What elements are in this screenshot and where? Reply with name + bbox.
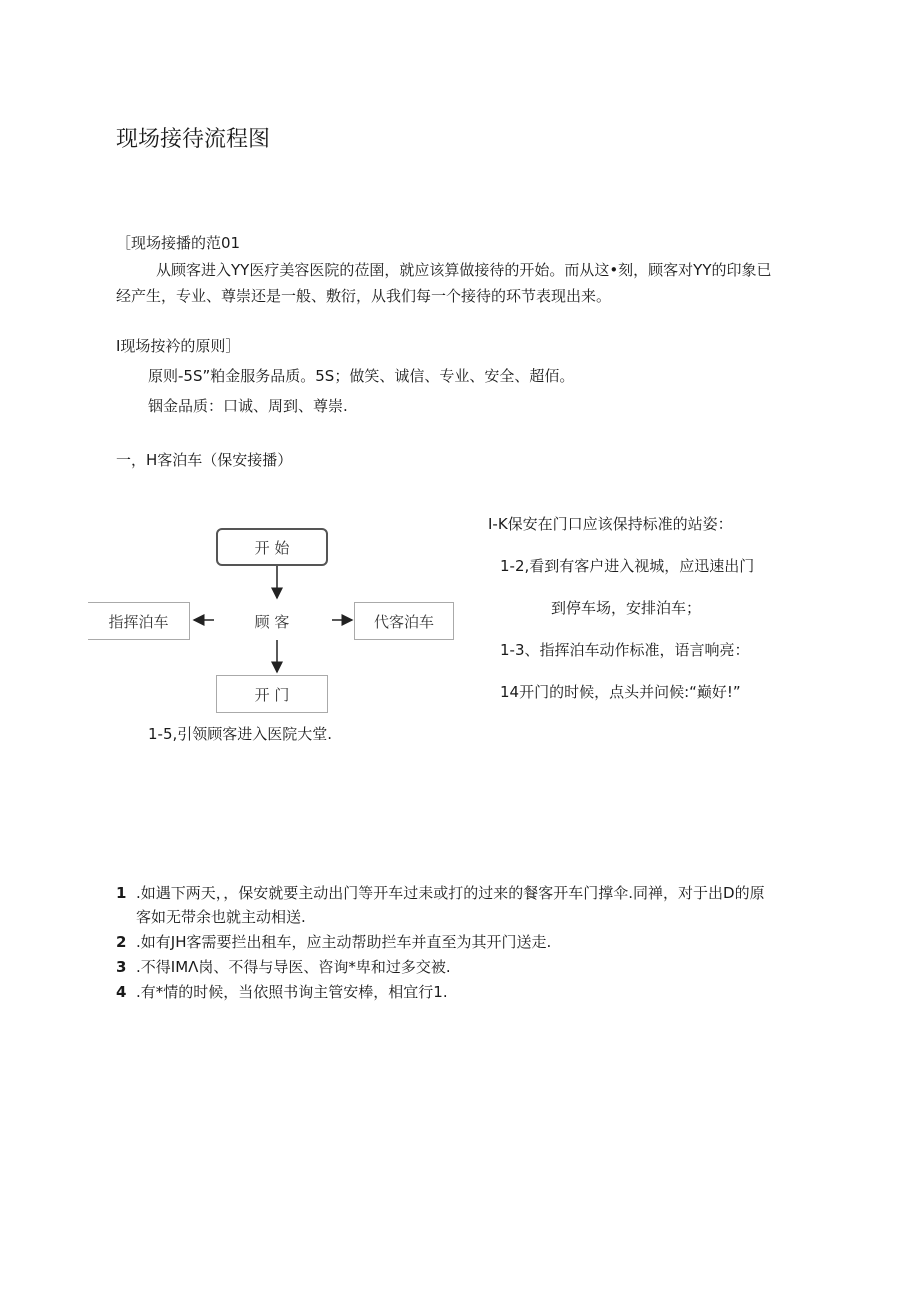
flowchart-bottom-node: 开 门 bbox=[216, 675, 328, 713]
note-number: 4 bbox=[116, 983, 127, 1001]
principle-heading: I现场按衿的原则］ bbox=[116, 337, 241, 355]
step-1-1: I-K保安在门口应该保持标准的站姿： bbox=[488, 515, 733, 533]
step-1-4: 14开门的时候，点头并问候:“巅好!” bbox=[500, 683, 741, 701]
parking-flowchart bbox=[88, 522, 458, 717]
note-3 bbox=[116, 957, 451, 977]
note-number: 2 bbox=[116, 933, 127, 951]
section1-heading: 一，H客泊车（保安接播） bbox=[116, 451, 293, 469]
note-text: .如遇下两天，，保安就要主动出门等开车过耒或打的过来的餐客开车门撑伞.同禅，对于出D的原 bbox=[136, 884, 765, 902]
step-1-3: 1-3、指挥泊车动作标准，语言响亮： bbox=[500, 641, 750, 659]
page-title: 现场接待流程图 bbox=[116, 127, 271, 152]
note-text: .如有JH客需要拦出租车，应主动帮助拦车并直至为其开门送走. bbox=[136, 933, 552, 951]
note-text: .不得IMΛ岗、不得与导医、咨询*卑和过多交被. bbox=[136, 958, 451, 976]
flowchart-left-node: 指挥泊车 bbox=[88, 602, 190, 640]
step-1-2a: 1-2,看到有客户进入视城，应迅速出门 bbox=[500, 557, 755, 575]
step-1-5: 1-5,引领顾客进入医院大堂. bbox=[148, 725, 333, 743]
note-1 bbox=[116, 883, 765, 903]
principle-line1: 原则-5S”粕金服务品质。5S；做笑、诚信、专业、安全、超佰。 bbox=[148, 367, 575, 385]
flowchart-right-node: 代客泊车 bbox=[354, 602, 454, 640]
note-number: 3 bbox=[116, 958, 127, 976]
note-4 bbox=[116, 982, 448, 1002]
note-text: .有*情的时候，当依照书询主管安棒，相宜行1. bbox=[136, 983, 448, 1001]
flowchart-customer-node: 顾 客 bbox=[254, 612, 290, 631]
note-2 bbox=[116, 932, 551, 952]
note-number: 1 bbox=[116, 884, 127, 902]
scope-text-line2: 经产生，专业、尊崇还是一般、敷衍，从我们每一个接待的环节表现出来。 bbox=[116, 287, 612, 305]
scope-text-line1: 从顾客进入YY医疗美容医院的莅圉，就应该算做接待的开始。而从这•刻，顾客对YY的印象已 bbox=[156, 261, 772, 279]
note-1-continuation: 客如无带余也就主动相送. bbox=[136, 908, 306, 926]
flowchart-start-node: 开 始 bbox=[216, 528, 328, 566]
principle-line2: 铟金品质：口诚、周到、尊崇. bbox=[148, 397, 348, 415]
scope-heading: ［现场接播的范01 bbox=[116, 234, 241, 252]
step-1-2b: 到停车场，安排泊车； bbox=[551, 599, 702, 617]
